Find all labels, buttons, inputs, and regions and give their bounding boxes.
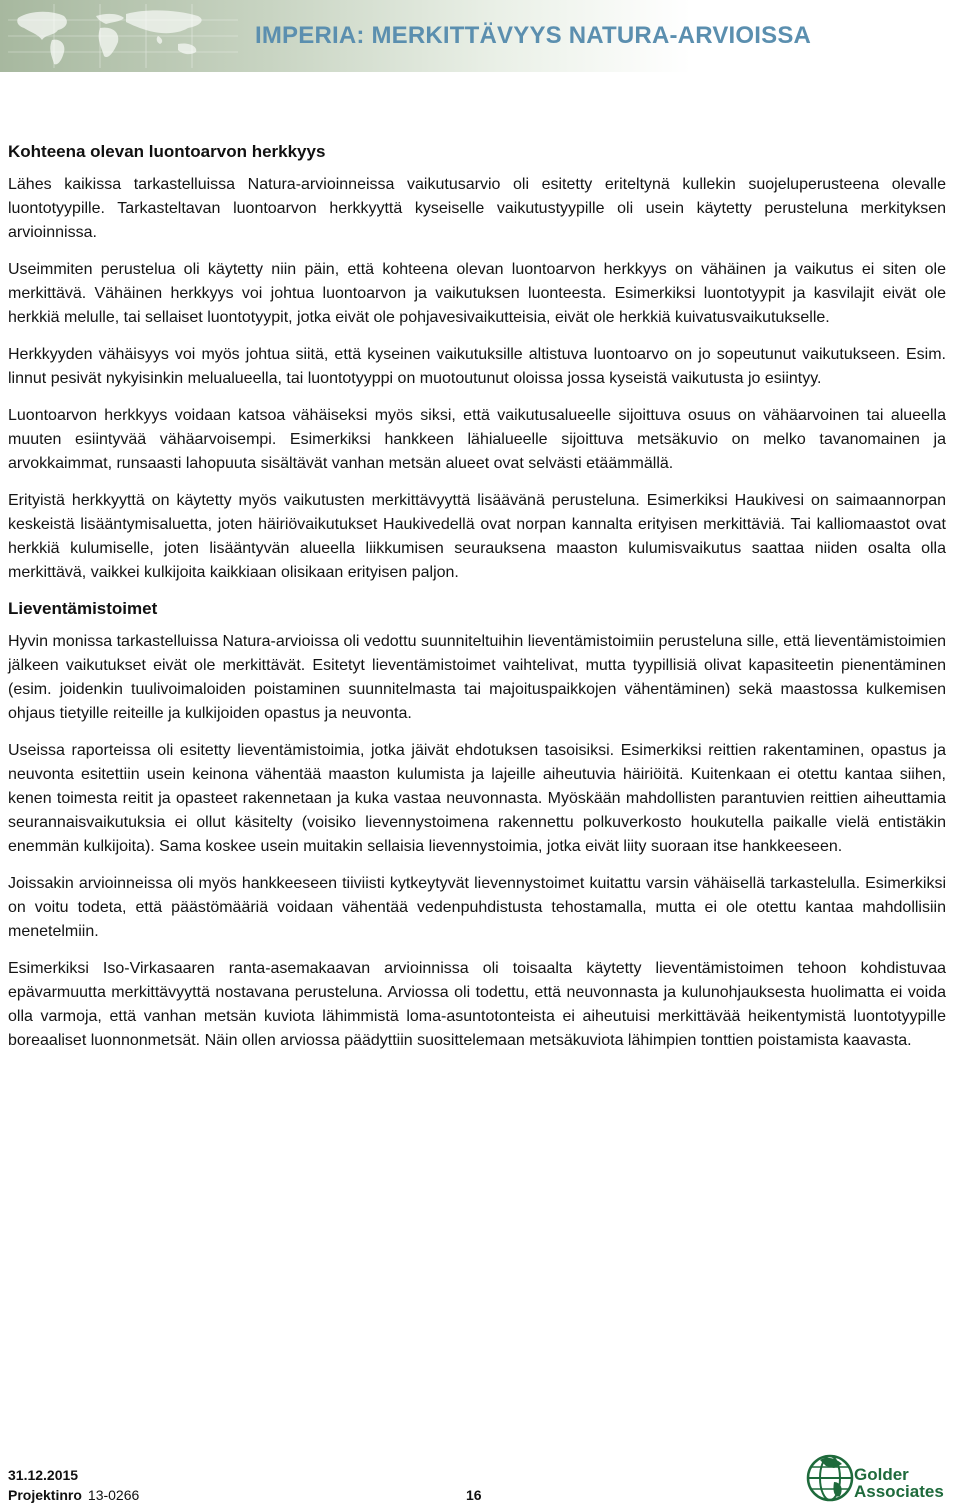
logo-line-associates: Associates [854,1482,944,1501]
logo-line-golder: Golder [854,1465,909,1484]
section-heading-mitigation: Lieventämistoimet [8,599,158,618]
paragraph: Hyvin monissa tarkastelluissa Natura-arvioissa oli vedottu suunniteltuihin lieventämistoimiin perusteluna sille, että lieventämistoimien jälkeen vaikutukset eivät ole merkittävät. Esitetyt lieventämistoimet vaihtelivat, mutta tyypillisiä olivat kapasiteetin pienentäminen (esim. joidenkin tuulivoimaloiden poistaminen suunnitelmasta tai majoituspaikkojen vähentäminen) sekä maastossa kulkemisen ohjaus tietyille reiteille ja kulkijoiden opastus ja neuvonta. [8,633,946,722]
paragraph: Erityistä herkkyyttä on käytetty myös vaikutusten merkittävyyttä lisäävänä perusteluna. Esimerkiksi Haukivesi on saimaannorpan keskeistä lisääntymisaluetta, joten häiriövaikutukset Haukivedellä ovat norpan kannalta erityisen merkittäviä. Tai kalliomaastot ovat herkkiä kulumiselle, joten lisääntyvän alueella liikkumisen seurauksena maaston kulumisvaikutus saattaa niiden osalta olla merkittävä, vaikkei kulkijoita kaikkiaan olisikaan erityisen paljon. [8,492,946,581]
paragraph: Herkkyyden vähäisyys voi myös johtua siitä, että kyseinen vaikutuksille altistuva luontoarvo on jo sopeutunut vaikutukseen. Esim. linnut pesivät nykyisinkin melualueella, tai luontotyyppi on muotoutunut oloissa jossa kyseistä vaikutusta jo esiintyy. [8,346,946,387]
world-map-icon [8,4,238,68]
paragraph: Esimerkiksi Iso-Virkasaaren ranta-asemakaavan arvioinnissa oli toisaalta käytetty lieventämistoimen tehoon kohdistuvaa epävarmuutta merkittävyyttä nostavana perusteluna. Arviossa oli todettu, että neuvonnasta ja kulunohjauksesta huolimatta ei voida olla varmoja, että vanhan metsän kuviota lähimmistä loma-asuntotonteista ei aiheutuisi merkittävää heikentymistä luontotyypille boreaaliset luonnonmetsät. Näin ollen arviossa päädyttiin suosittelemaan metsäkuviota lähimpien tonttien poistamista kaavasta. [8,960,946,1049]
document-body [8,141,946,1066]
paragraph: Useimmiten perustelua oli käytetty niin päin, että kohteena olevan luontoarvon herkkyys on vähäinen ja vaikutus ei siten ole merkittävä. Vähäinen herkkyys voi johtua luontoarvon ja vaikutuksen luonteesta. Esimerkiksi luontotyypit ja kasvilajit eivät ole herkkiä melulle, tai sellaiset luontotyypit, jotka eivät ole pohjavesivaikutteisia, eivät ole herkkiä kuivatusvaikutukselle. [8,261,946,326]
footer-project-number: 13-0266 [87,1487,140,1503]
section-heading-sensitivity: Kohteena olevan luontoarvon herkkyys [8,142,326,161]
paragraph: Lähes kaikissa tarkastelluissa Natura-arvioinneissa vaikutusarvio oli esitetty eriteltynä kullekin suojeluperusteena olevalle luontotyypille. Tarkasteltavan luontoarvon herkkyyttä kyseiselle vaikutustyypille oli usein käytetty perusteluna merkityksen arvioinnissa. [8,176,946,241]
paragraph: Joissakin arvioinneissa oli myös hankkeeseen tiiviisti kytkeytyvät lievennystoimet kuitattu varsin vähäisellä tarkastelulla. Esimerkiksi on voitu todeta, että päästömääriä voidaan vähentää vedenpuhdistusta tehostamalla, mutta ei ole otettu kantaa mahdollisiin menetelmiin. [8,875,946,940]
header-band [0,0,960,72]
paragraph: Luontoarvon herkkyys voidaan katsoa vähäiseksi myös siksi, että vaikutusalueelle sijoittuva osuus on vähäarvoinen tai alueella muuten esiintyvää vähäarvoisempi. Esimerkiksi hankkeen lähialueelle sijoittuva metsäkuvio on melko tavanomainen ja arvokkaimmat, runsaasti lahopuuta sisältävät vanhan metsän alueet ovat selvästi etäämmällä. [8,407,946,472]
footer-page-number: 16 [466,1487,482,1503]
page-header-title: IMPERIA: MERKITTÄVYYS NATURA-ARVIOISSA [255,22,812,49]
logo-wordmark [854,1466,944,1500]
footer-date: 31.12.2015 [8,1467,79,1483]
footer-project [8,1487,139,1503]
paragraph: Useissa raporteissa oli esitetty lieventämistoimia, jotka jäivät ehdotuksen tasoisiksi. Esimerkiksi reittien rakentaminen, opastus ja neuvonta esitettiin usein keinona vähentää maaston kulumista ja lajeille aiheutuvia häiriöitä. Kuitenkaan ei otettu kantaa siihen, kenen toimesta reitit ja opasteet rakennetaan ja kuka vastaa neuvonnasta. Myöskään mahdollisten parantuvien reittien aiheuttamia seurannaisvaikutuksia ei ollut käsitelty (voisiko lievennystoimena rakennettu polkuverkosto houkutella paikalle vielä entistäkin enemmän kulkijoita). Sama koskee usein muitakin sellaisia lievennystoimia, jotka eivät liity suoraan itse hankkeeseen. [8,742,946,855]
footer-project-label: Projektinro [8,1487,82,1503]
